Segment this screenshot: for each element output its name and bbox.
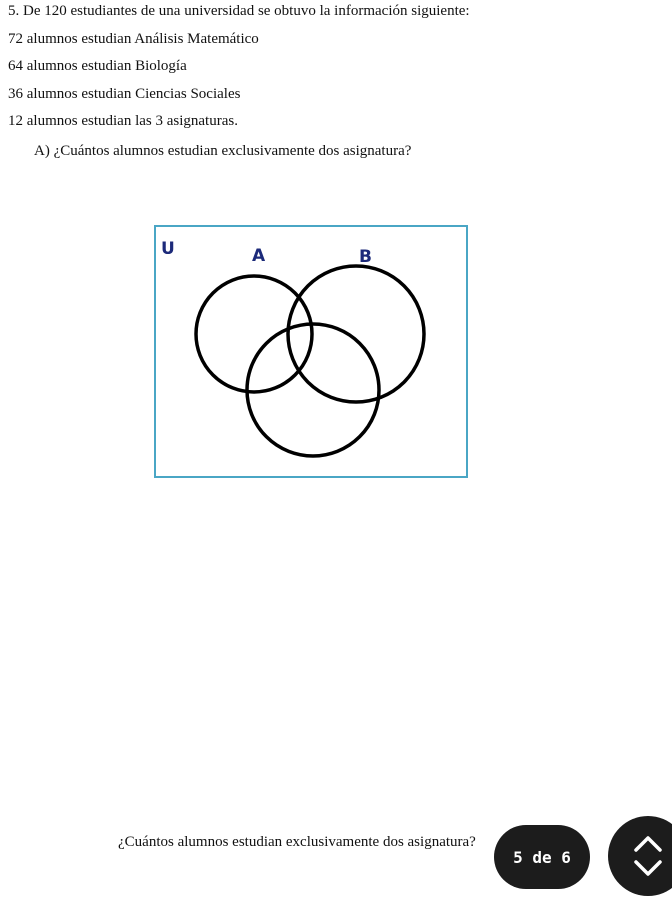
page-nav-button[interactable]: [608, 816, 672, 896]
set-b-circle: [288, 266, 424, 402]
question-part-a: A) ¿Cuántos alumnos estudian exclusivamente dos asignatura?: [34, 143, 412, 159]
question-intro: 5. De 120 estudiantes de una universidad se obtuvo la información siguiente:: [8, 3, 470, 19]
set-a-label: A: [252, 246, 266, 266]
fact-ciencias-sociales: 36 alumnos estudian Ciencias Sociales: [8, 86, 241, 102]
set-a-circle: [196, 276, 312, 392]
venn-drawing: [156, 227, 466, 476]
page-indicator: 5 de 6: [494, 825, 590, 889]
fact-tres-asignaturas: 12 alumnos estudian las 3 asignaturas.: [8, 113, 238, 129]
fact-analisis: 72 alumnos estudian Análisis Matemático: [8, 31, 259, 47]
chevron-up-down-icon: [628, 832, 668, 880]
set-b-label: B: [359, 247, 372, 267]
universe-label: U: [161, 239, 175, 259]
venn-diagram: [154, 225, 468, 478]
fact-biologia: 64 alumnos estudian Biología: [8, 58, 187, 74]
footer-question: ¿Cuántos alumnos estudian exclusivamente dos asignatura?: [118, 834, 476, 850]
